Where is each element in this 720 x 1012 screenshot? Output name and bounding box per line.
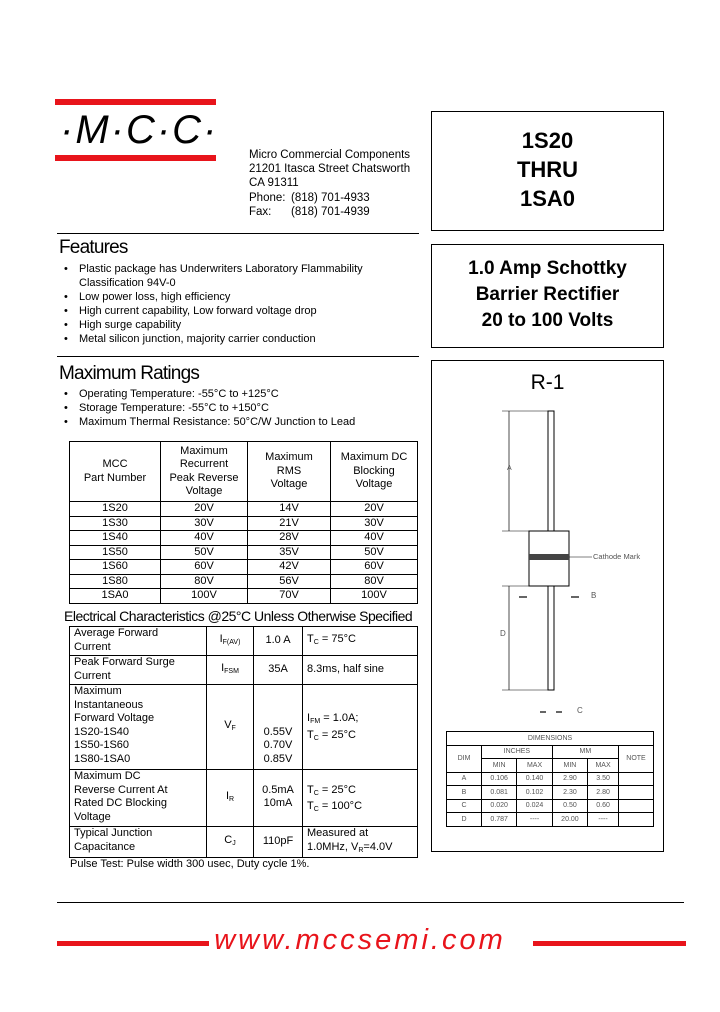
dim-label-b: B xyxy=(591,591,597,600)
list-item: • Operating Temperature: -55°C to +125°C xyxy=(64,387,355,401)
company-city: CA 91311 xyxy=(249,177,299,190)
desc-line2: Barrier Rectifier xyxy=(475,284,620,305)
table-cell: 1S60 xyxy=(70,560,161,575)
table-cell: 20.00 xyxy=(552,813,587,827)
table-cell: 60V xyxy=(161,560,248,575)
table-cell: 3.50 xyxy=(588,772,619,786)
dim-label-a: A xyxy=(507,465,512,472)
table-cell: 14V xyxy=(248,502,331,517)
table-header: NOTE xyxy=(619,745,654,772)
list-item: • Metal silicon junction, majority carrier conduction xyxy=(64,332,363,346)
table-cell: 50V xyxy=(331,545,418,560)
table-cell: D xyxy=(447,813,482,827)
table-row xyxy=(70,502,418,517)
table-cell: 70V xyxy=(248,589,331,604)
electrical-table xyxy=(69,626,418,858)
table-row xyxy=(447,786,654,800)
table-row: Average Forward Current $I_{F(AV)}$ 1.0 A $T_C = 75^\circ C$ xyxy=(70,627,418,656)
table-header: MIN xyxy=(552,759,587,773)
description-box xyxy=(431,244,664,348)
list-item: • High current capability, Low forward voltage drop xyxy=(64,304,363,318)
table-cell xyxy=(619,799,654,813)
table-cell: 1S50 xyxy=(70,545,161,560)
pulse-test-note: Pulse Test: Pulse width 300 usec, Duty cycle 1%. xyxy=(70,858,310,870)
table-header: MIN xyxy=(482,759,517,773)
part-line3: 1SA0 xyxy=(519,186,576,211)
dim-label-c: C xyxy=(577,706,583,715)
footer-divider xyxy=(57,902,684,903)
table-header: Maximum RMS Voltage xyxy=(248,442,331,502)
package-box xyxy=(431,360,664,852)
table-cell: 0.081 xyxy=(482,786,517,800)
table-cell: A xyxy=(447,772,482,786)
table-cell xyxy=(619,786,654,800)
table-cell: 56V xyxy=(248,574,331,589)
table-header: Maximum Recurrent Peak Reverse Voltage xyxy=(161,442,248,502)
table-header: MAX xyxy=(588,759,619,773)
table-cell: 0.50 xyxy=(552,799,587,813)
table-header: Maximum DC Blocking Voltage xyxy=(331,442,418,502)
table-cell: ---- xyxy=(588,813,619,827)
table-header: MAX xyxy=(517,759,552,773)
table-row xyxy=(447,772,654,786)
features-title: Features xyxy=(59,237,128,258)
phone-number: (818) 701-4933 xyxy=(291,191,370,204)
company-name: Micro Commercial Components xyxy=(249,149,411,161)
table-row: Maximum DC Reverse Current At Rated DC Blocking Voltage $I_R$ 0.5mA 10mA $T_C = 25^\circ C$ $T_C = 100^\circ C$ xyxy=(70,770,418,827)
table-row xyxy=(447,799,654,813)
table-row xyxy=(70,589,418,604)
electrical-title: Electrical Characteristics @25°C Unless Otherwise Specified xyxy=(64,608,413,624)
table-cell: 80V xyxy=(161,574,248,589)
table-cell: 0.102 xyxy=(517,786,552,800)
ratings-title: Maximum Ratings xyxy=(59,363,200,384)
dimensions-table xyxy=(446,731,654,827)
table-cell: 50V xyxy=(161,545,248,560)
list-item: • Low power loss, high efficiency xyxy=(64,290,363,304)
divider xyxy=(57,356,419,357)
ratings-list xyxy=(64,387,355,429)
table-cell: 100V xyxy=(161,589,248,604)
table-cell: 1S30 xyxy=(70,516,161,531)
divider xyxy=(57,233,419,234)
desc-line3: 20 to 100 Volts xyxy=(481,310,614,331)
table-header-row xyxy=(447,732,654,746)
logo-bottom-bar xyxy=(55,155,216,161)
table-cell: 0.787 xyxy=(482,813,517,827)
table-header: DIM xyxy=(447,745,482,772)
list-item: • Maximum Thermal Resistance: 50°C/W Junction to Lead xyxy=(64,415,355,429)
table-row: Maximum Instantaneous Forward Voltage 1S20-1S40 1S50-1S60 1S80-1SA0 $V_F$ 0.55V 0.70V 0.85V $I_{FM} = 1.0A$; $T_C = 25^\circ C$ xyxy=(70,685,418,770)
mcc-logo: ·M·C·C· xyxy=(60,108,219,152)
table-cell xyxy=(619,772,654,786)
table-row: Typical Junction Capacitance $C_J$ 110pF Measured at 1.0MHz, $V_R=4.0V$ xyxy=(70,827,418,858)
table-cell: 1S20 xyxy=(70,502,161,517)
table-cell: 0.024 xyxy=(517,799,552,813)
company-street: 21201 Itasca Street Chatsworth xyxy=(249,163,411,176)
list-item: • High surge capability xyxy=(64,318,363,332)
list-item: • Storage Temperature: -55°C to +150°C xyxy=(64,401,355,415)
table-header-row xyxy=(70,442,418,502)
table-cell: C xyxy=(447,799,482,813)
table-cell: 2.30 xyxy=(552,786,587,800)
fax-label: Fax: xyxy=(249,205,272,218)
table-row: Peak Forward Surge Current $I_{FSM}$ 35A 8.3ms, half sine xyxy=(70,656,418,685)
table-header: MCC Part Number xyxy=(70,442,161,502)
table-cell: 0.140 xyxy=(517,772,552,786)
features-list xyxy=(64,262,363,346)
table-cell: 0.106 xyxy=(482,772,517,786)
table-row xyxy=(70,516,418,531)
table-row xyxy=(70,545,418,560)
table-row xyxy=(447,813,654,827)
table-cell: 20V xyxy=(331,502,418,517)
table-cell: 40V xyxy=(331,531,418,546)
table-row xyxy=(70,574,418,589)
table-cell: 0.60 xyxy=(588,799,619,813)
company-address xyxy=(249,148,410,219)
fax-number: (818) 701-4939 xyxy=(291,205,370,218)
table-header: DIMENSIONS xyxy=(447,732,654,746)
logo-top-bar xyxy=(55,99,216,105)
table-cell: 1SA0 xyxy=(70,589,161,604)
table-cell: 1S40 xyxy=(70,531,161,546)
table-cell: 28V xyxy=(248,531,331,546)
list-item: • Plastic package has Underwriters Laboratory Flammability Classification 94V-0 xyxy=(64,262,363,290)
table-cell: 0.020 xyxy=(482,799,517,813)
desc-line1: 1.0 Amp Schottky xyxy=(468,258,627,279)
table-cell: 42V xyxy=(248,560,331,575)
part-line1: 1S20 xyxy=(521,128,574,153)
table-row xyxy=(70,560,418,575)
ratings-table xyxy=(69,441,418,604)
table-header: INCHES xyxy=(482,745,553,759)
table-header-row xyxy=(447,745,654,759)
table-cell: 35V xyxy=(248,545,331,560)
table-cell: 30V xyxy=(331,516,418,531)
table-cell: 2.90 xyxy=(552,772,587,786)
table-header: MM xyxy=(552,745,618,759)
table-cell: 30V xyxy=(161,516,248,531)
table-cell: 1S80 xyxy=(70,574,161,589)
dim-label-d: D xyxy=(500,629,506,638)
table-cell: 20V xyxy=(161,502,248,517)
table-cell: ---- xyxy=(517,813,552,827)
package-name: R-1 xyxy=(530,371,565,394)
diode-outline-drawing xyxy=(432,361,663,721)
cathode-mark-label: Cathode Mark xyxy=(593,552,641,561)
table-cell: B xyxy=(447,786,482,800)
part-number-box xyxy=(431,111,664,231)
table-cell: 40V xyxy=(161,531,248,546)
table-cell: 21V xyxy=(248,516,331,531)
table-row xyxy=(70,531,418,546)
table-cell xyxy=(619,813,654,827)
website-url[interactable]: www.mccsemi.com xyxy=(214,924,506,956)
part-line2: THRU xyxy=(516,157,579,182)
table-cell: 80V xyxy=(331,574,418,589)
table-cell: 2.80 xyxy=(588,786,619,800)
table-cell: 100V xyxy=(331,589,418,604)
phone-label: Phone: xyxy=(249,191,286,204)
table-cell: 60V xyxy=(331,560,418,575)
